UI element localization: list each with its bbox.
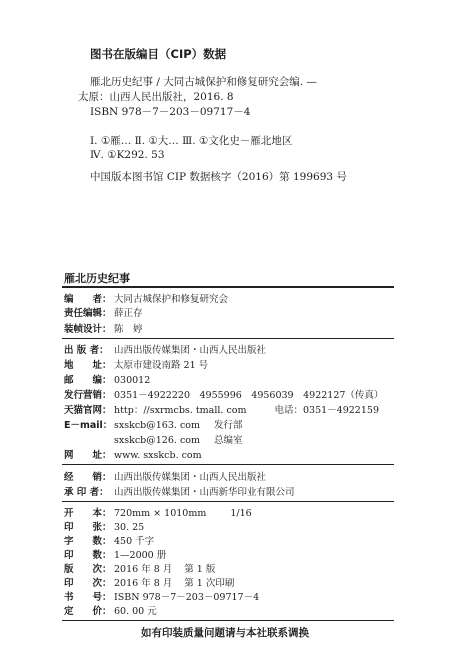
- tmall-link[interactable]: http：//sxrmcbs. tmall. com: [114, 405, 247, 416]
- price-row: [64, 603, 157, 617]
- wordcount-value: 450 千字: [114, 536, 155, 547]
- publisher-label: 出 版 者：: [64, 345, 109, 356]
- edition-value: 第 1 版: [184, 564, 216, 575]
- credit-value: 陈 婷: [114, 324, 143, 335]
- impression-label: 印 次：: [64, 578, 112, 589]
- quality-notice: 如有印装质量问题请与本社联系调换: [141, 627, 309, 639]
- marketing-value: 0351－4922220 4955996 4956039 4922127（传真）: [114, 390, 384, 401]
- sheets-label: 印 张：: [64, 522, 112, 533]
- phone-value: 电话：0351－4922159: [274, 405, 379, 416]
- cip-classification-line: Ⅳ. ①K292. 53: [90, 149, 165, 161]
- cip-data-number: 中国版本图书馆 CIP 数据核字（2016）第 199693 号: [90, 171, 347, 183]
- website-label: 网 址：: [64, 450, 112, 461]
- format-label: 开 本：: [64, 508, 112, 519]
- divider: [62, 620, 394, 621]
- edition-row: [64, 561, 215, 575]
- printer-value: 山西出版传媒集团・山西新华印业有限公司: [114, 487, 295, 498]
- isbn-value: ISBN 978－7－203－09717－4: [114, 592, 260, 603]
- wordcount-label: 字 数：: [64, 536, 112, 547]
- marketing-label: 发行营销：: [64, 390, 112, 401]
- price-value: 60. 00 元: [114, 606, 157, 617]
- publisher-value: 山西出版传媒集团・山西人民出版社: [114, 345, 267, 356]
- marketing-row: [64, 387, 383, 401]
- credit-label: 装帧设计：: [64, 324, 112, 335]
- address-row: [64, 357, 208, 371]
- publisher-row: [64, 342, 266, 356]
- credit-label: 编 者：: [64, 294, 112, 305]
- format-fraction: 1/16: [230, 508, 252, 519]
- impression-date: 2016 年 8 月: [114, 578, 173, 589]
- cip-publisher-line: 太原：山西人民出版社，2016. 8: [78, 91, 234, 103]
- printer-label: 承 印 者：: [64, 487, 109, 498]
- credit-value: 大同古城保护和修复研究会: [114, 294, 229, 305]
- edition-date: 2016 年 8 月: [114, 564, 173, 575]
- cip-header: 图书在版编目（CIP）数据: [90, 47, 227, 61]
- book-title: 雁北历史纪事: [64, 272, 130, 285]
- distributor-label: 经 销：: [64, 472, 112, 483]
- price-label: 定 价：: [64, 606, 112, 617]
- impression-value: 第 1 次印刷: [184, 578, 235, 589]
- cip-isbn-line: ISBN 978－7－203－09717－4: [90, 106, 251, 118]
- distributor-row: [64, 469, 266, 483]
- edition-label: 版 次：: [64, 564, 112, 575]
- credit-row: [64, 321, 143, 335]
- isbn-label: 书 号：: [64, 592, 112, 603]
- format-row: [64, 505, 252, 519]
- postcode-row: [64, 372, 150, 386]
- credit-value: 薛正存: [114, 308, 143, 319]
- divider: [62, 501, 394, 502]
- cip-title-line: 雁北历史纪事 / 大同古城保护和修复研究会编. —: [90, 76, 317, 88]
- address-label: 地 址：: [64, 360, 112, 371]
- address-value: 太原市建设南路 21 号: [114, 360, 209, 371]
- tmall-row: [64, 402, 379, 416]
- printer-row: [64, 484, 295, 498]
- email-row: [64, 432, 243, 446]
- divider: [62, 338, 394, 339]
- divider: [62, 286, 394, 288]
- distributor-value: 山西出版传媒集团・山西人民出版社: [114, 472, 267, 483]
- credit-label: 责任编辑：: [64, 308, 112, 319]
- email-link-sales[interactable]: sxskcb@163. com: [114, 420, 200, 431]
- postcode-label: 邮 编：: [64, 375, 112, 386]
- print-run-row: [64, 547, 166, 561]
- email-dept-editorial: 总编室: [214, 435, 243, 446]
- print-run-value: 1—2000 册: [114, 550, 167, 561]
- sheets-row: [64, 519, 144, 533]
- print-run-label: 印 数：: [64, 550, 112, 561]
- email-label: E－mail：: [64, 420, 113, 431]
- email-dept-sales: 发行部: [214, 420, 243, 431]
- email-link-editorial[interactable]: sxskcb@126. com: [114, 435, 200, 446]
- website-link[interactable]: www. sxskcb. com: [114, 450, 202, 461]
- credit-row: [64, 305, 143, 319]
- impression-row: [64, 575, 234, 589]
- divider: [62, 464, 394, 465]
- postcode-value: 030012: [114, 375, 151, 386]
- website-row: [64, 447, 202, 461]
- isbn-row: [64, 589, 259, 603]
- sheets-value: 30. 25: [114, 522, 145, 533]
- email-row: [64, 417, 243, 431]
- cip-subject-line: Ⅰ. ①雁… Ⅱ. ①大… Ⅲ. ①文化史－雁北地区: [90, 135, 293, 147]
- wordcount-row: [64, 533, 154, 547]
- tmall-label: 天猫官网：: [64, 405, 112, 416]
- format-value: 720mm × 1010mm: [114, 508, 207, 519]
- credit-row: [64, 291, 228, 305]
